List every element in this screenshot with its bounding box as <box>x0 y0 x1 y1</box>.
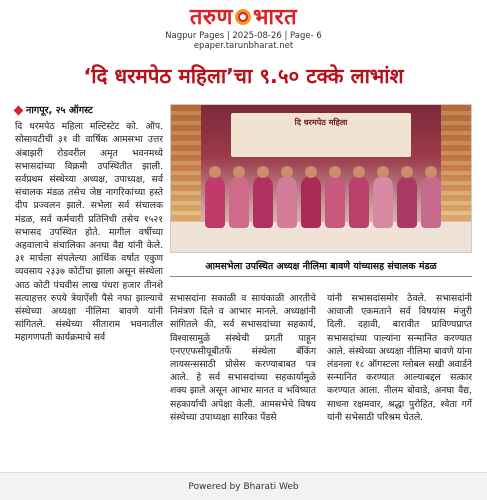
column-3-text: यांनी सभासदांसमोर ठेवले. सभासदांनी आवाजी एकमताने सर्व विषयांस मंजुरी दिली. दहावी, बारावीत प्राविण्यप्राप्त सभासदांच्या पाल्यांना सन्मानित करण्यात आले. संस्थेच्या अध्यक्षा नीलिमा बावणे यांना लंडनला १८ ऑगस्टला ग्लोबल सखी अवार्डने सन्मानित करण्यात आल्याबद्दल सत्कार करण्यात आला. नीलम बोवाडे, अनघा वैद्य, साधना रक्षमवार, श्रद्धा पुरोहित, श्वेता गर्गे यांनी सभेसाठी परिश्रम घेतले. <box>327 293 472 423</box>
person-figure <box>421 176 441 228</box>
column-2-text: सभासदांना सकाळी व सायंकाळी आरतीचे निमंत्रण दिले व आभार मानले. अध्यक्षांनी सांगितले की, सर्व सभासदांच्या सहकार्य, विश्वासामुळे संस्थेची प्रगती पाहून एनएएफसीयूबीतर्फे संस्थेला बँकिंग लायसन्ससाठी प्रोसेस करण्याबाबत पत्र आले. हे सर्व सभासदांच्या सहकार्यामुळे शक्य झाले असून आभार मानत व भविष्यात सहकार्याची अपेक्षा केली. आमसभेचे विषय संस्थेच्या उपाध्यक्षा सारिका पेंडसे <box>170 293 316 423</box>
person-figure <box>253 176 273 228</box>
person-figure <box>397 176 417 228</box>
person-figure <box>301 176 321 228</box>
person-figure <box>325 176 345 228</box>
article-column-3 <box>327 292 472 424</box>
edition-info: Nagpur Pages | 2025-08-26 | Page- 6 <box>165 31 322 41</box>
person-figure <box>205 176 225 228</box>
banner-title: दि धरमपेठ महिला <box>294 118 348 127</box>
article-headline: ‘दि धरमपेठ महिला’चा ९.५० टक्के लाभांश <box>83 64 404 88</box>
dateline-text: नागपूर, २५ ऑगस्ट <box>26 105 93 116</box>
footer-credit[interactable]: Powered by Bharati Web <box>188 482 299 492</box>
column-1-text: दि धरमपेठ महिला मल्टिस्टेट को. ऑप. सोसायटीची ३१ वी वार्षिक आमसभा उत्तर अंबाझरी रोडवरील अमृत भवनमध्ये सभासदांच्या विक्रमी उपस्थितीत झाली. सर्वप्रथम संस्थेच्या अध्यक्ष, उपाध्यक्ष, सर्व संचालक मंडळ तसेच जेष्ठ नागरिकांच्या हस्ते दीप प्रज्वलन झाले. सभेला सर्व संचालक मंडळ, सर्व कर्मचारी प्रतिनिधी तसेच १५२१ सभासद उपस्थित होते. मागील वर्षीच्या अहवालाचे संचालिका अनघा वैद्य यांनी केले. ३१ मार्चला संपलेल्या आर्थिक वर्षात एकुण व्यवसाय २३३७ कोटींचा झाला असून संस्थेला आठ कोटी पंचवीस लाख पंधरा हजार तीनशे सत्याहत्तर रुपये त्रेयाऐंशी पैसे नफा झाल्याचे संस्थेच्या अध्यक्षा नीलिमा बावणे यांनी सांगितले. संस्थेच्या सीताराम भवनातील महागणपती कार्यक्रमाचे सर्व <box>15 121 163 344</box>
person-figure <box>229 176 249 228</box>
tarun-bharat-logo[interactable] <box>190 6 297 30</box>
logo-right-text: भारत <box>252 5 298 30</box>
footer <box>0 472 487 500</box>
logo-left-text: तरुण <box>189 5 233 30</box>
article-column-1 <box>15 104 163 345</box>
epaper-link[interactable]: epaper.tarunbharat.net <box>193 41 294 51</box>
caption-divider <box>170 276 472 277</box>
bullet-diamond-icon <box>14 106 24 116</box>
dateline <box>15 104 163 117</box>
photo-caption: आमसभेला उपस्थित अध्यक्ष नीलिमा बावणे यांच्यासह संचालक मंडळ <box>205 261 437 272</box>
article-column-2 <box>170 292 316 424</box>
person-figure <box>349 176 369 228</box>
person-figure <box>373 176 393 228</box>
person-figure <box>277 176 297 228</box>
event-banner <box>231 113 411 157</box>
logo-sun-icon <box>235 9 251 25</box>
article-photo <box>170 104 472 253</box>
masthead <box>0 6 487 51</box>
